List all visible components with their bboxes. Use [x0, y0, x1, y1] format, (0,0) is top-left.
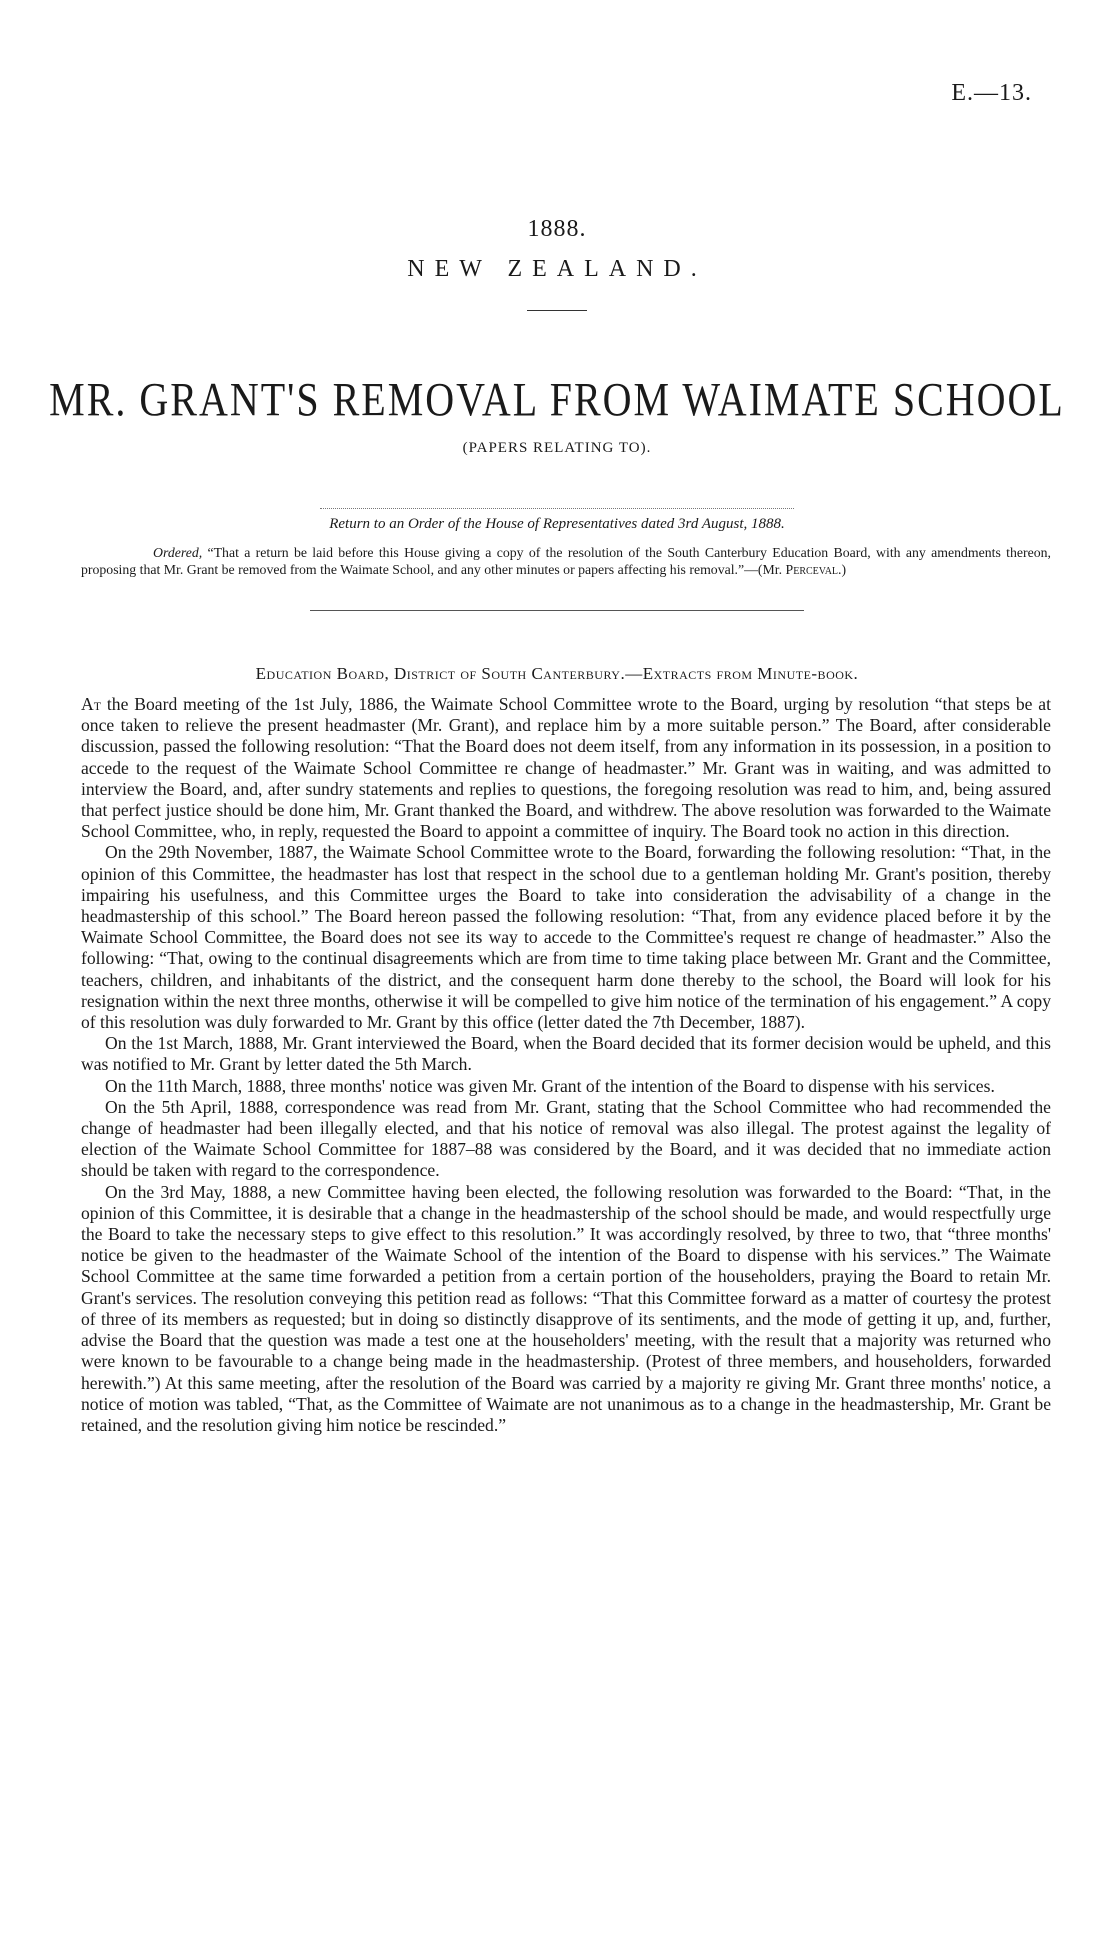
page-reference: E.—13. [951, 80, 1032, 106]
ordered-lead: Ordered, [153, 545, 203, 560]
section-divider [310, 610, 804, 611]
document-subtitle: (PAPERS RELATING TO). [462, 440, 652, 456]
ordered-mover: Perceval [785, 562, 839, 577]
ordered-tail: .) [838, 562, 847, 577]
paragraph-1-text: the Board meeting of the 1st July, 1886, the Waimate School Committee wrote to the Board, urging by resolution “that steps be at once taken to relieve the present headmaster (Mr. Grant), and replace him by a more suitable person.” The Board, after considerable discussion, passed the following resolution: “That the Board does not deem itself, from any information in its possession, in a position to accede to the request of the Waimate School Committee re change of headmaster.” Mr. Grant was in waiting, and was admitted to interview the Board, and, after sundry statements and replies to questions, the foregoing resolution was read to him, and, being assured that perfect justice should be done him, Mr. Grant thanked the Board, and withdrew. The above resolution was forwarded to the Waimate School Committee, who, in reply, requested the Board to appoint a committee of inquiry. The Board took no action in this direction. [81, 694, 1051, 842]
dotted-divider [320, 508, 794, 509]
document-title: MR. GRANT'S REMOVAL FROM WAIMATE SCHOOL [49, 373, 1065, 427]
paragraph-3: On the 1st March, 1888, Mr. Grant interviewed the Board, when the Board decided that its former decision would be upheld, and this was notified to Mr. Grant by letter dated the 5th March. [81, 1033, 1051, 1075]
paragraph-5: On the 5th April, 1888, correspondence was read from Mr. Grant, stating that the School Committee who had recommended the change of headmaster had been illegally elected, and that his notice of removal was also illegal. The protest against the legality of election of the Waimate School Committee for 1887–88 was considered by the Board, and it was decided that no immediate action should be taken with regard to the correspondence. [81, 1096, 1051, 1181]
document-country: NEW ZEALAND. [407, 256, 707, 282]
return-order-line: Return to an Order of the House of Representatives dated 3rd August, 1888. [329, 516, 785, 532]
ordered-text: “That a return be laid before this House giving a copy of the resolution of the South Canterbury Education Board, with any amendments thereon, proposing that Mr. Grant be removed from the Waimate School, and any other minutes or papers affecting his removal.”—(Mr. [81, 545, 1051, 577]
paragraph-1-lead: At [81, 694, 102, 714]
document-year: 1888. [527, 216, 587, 242]
paragraph-1 [81, 694, 1051, 842]
section-heading: Education Board, District of South Canterbury.—Extracts from Minute-book. [255, 664, 859, 683]
paragraph-4: On the 11th March, 1888, three months' notice was given Mr. Grant of the intention of the Board to dispense with his services. [105, 1075, 995, 1096]
ordered-paragraph [81, 544, 1051, 578]
paragraph-2: On the 29th November, 1887, the Waimate School Committee wrote to the Board, forwarding the following resolution: “That, in the opinion of this Committee, the headmaster has lost that respect in the school due to a gentleman holding Mr. Grant's position, thereby impairing his usefulness, and this Committee urges the Board to take into consideration the advisability of a change in the headmastership of this school.” The Board hereon passed the following resolution: “That, from any evidence placed before it by the Waimate School Committee, the Board does not see its way to accede to the Committee's request re change of headmaster.” Also the following: “That, owing to the continual disagreements which are from time to time taking place between Mr. Grant and the Committee, teachers, children, and inhabitants of the district, and the consequent harm done thereby to the school, the Board will look for his resignation within the next three months, otherwise it will be compelled to give him notice of the termination of his engagement.” A copy of this resolution was duly forwarded to Mr. Grant by this office (letter dated the 7th December, 1887). [81, 842, 1051, 1033]
minute-book-extracts [81, 694, 1051, 1436]
paragraph-6: On the 3rd May, 1888, a new Committee having been elected, the following resolution was forwarded to the Board: “That, in the opinion of this Committee, it is desirable that a change in the headmastership of the school should be made, and would respectfully urge the Board to take the necessary steps to give effect to this resolution.” It was accordingly resolved, by three to two, that “three months' notice be given to the headmaster of the Waimate School of the intention of the Board to dispense with his services.” The Waimate School Committee at the same time forwarded a petition from a certain portion of the householders, praying the Board to retain Mr. Grant's services. The resolution conveying this petition read as follows: “That this Committee forward as a matter of courtesy the protest of three of its members as requested; but in doing so distinctly disapprove of its sentiments, and the mode of getting it up, and, further, advise the Board that the question was made a test one at the householders' meeting, with the result that a majority was returned who were known to be favourable to a change being made in the headmastership. (Protest of three members, and householders, forwarded herewith.”) At this same meeting, after the resolution of the Board was carried by a majority re giving Mr. Grant three months' notice, a notice of motion was tabled, “That, as the Committee of Waimate are not unanimous as to a change in the headmastership, Mr. Grant be retained, and the resolution giving him notice be rescinded.” [81, 1181, 1051, 1435]
header-divider [527, 310, 587, 311]
